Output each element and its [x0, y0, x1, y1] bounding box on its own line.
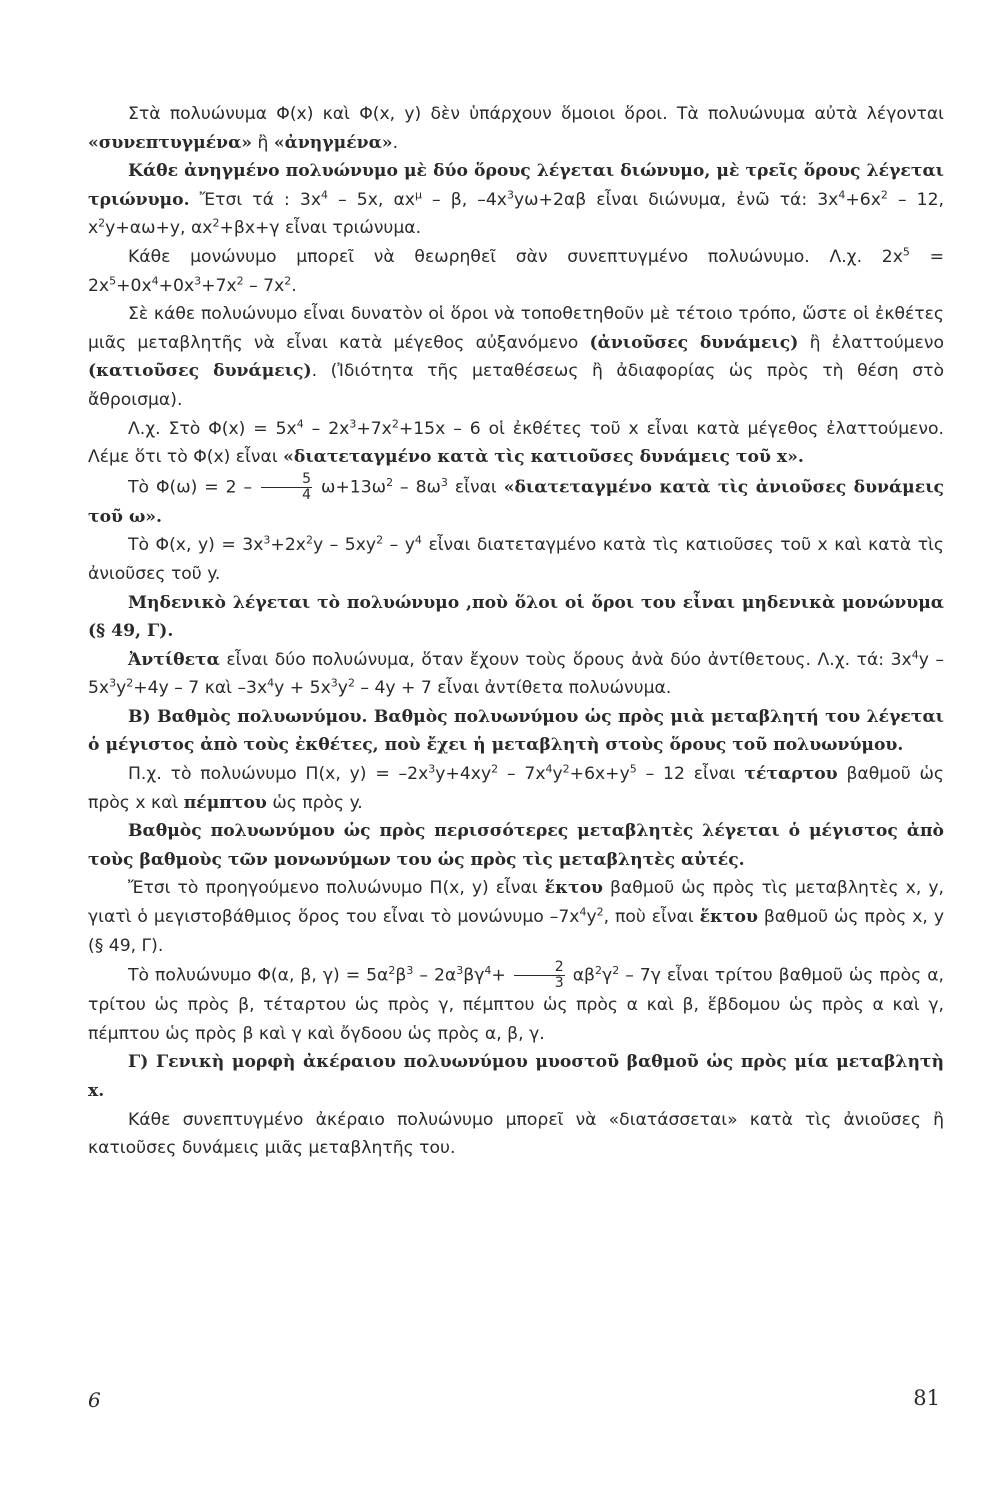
exponent: 3: [330, 676, 338, 690]
text-run: +: [491, 965, 512, 986]
bold-text: Γ) Γενικὴ μορφὴ ἀκέραιου πολυωνύμου μυοστοῦ βαθμοῦ ὡς πρὸς μία μεταβλητὴ x.: [88, 1052, 944, 1101]
paragraph-p10: [88, 703, 944, 760]
text-run: +2x: [270, 535, 306, 556]
bold-text: Β) Βαθμὸς πολυωνύμου. Βαθμὸς πολυωνύμου ὡς πρὸς μιὰ μεταβλητή του λέγεται ὁ μέγιστος ἀπὸ τοὺς ἐκθέτες, ποὺ ἔχει ἡ μεταβλητὴ στοὺς ὅρους τοῦ πολυωνύμου.: [88, 706, 944, 756]
bold-text: Μηδενικὸ λέγεται τὸ πολυώνυμο ,ποὺ ὅλοι οἱ ὅροι του εἶναι μηδενικὰ μονώνυμα (§ 49, Γ).: [88, 592, 944, 642]
text-run: – 2x: [303, 418, 350, 439]
exponent: 2: [595, 964, 603, 978]
page-number: 81: [913, 1386, 940, 1410]
text-run: – 7γ εἶναι τρίτου βαθμοῦ ὡς πρὸς α, τρίτου ὡς πρὸς β, τέταρτου ὡς πρὸς γ, πέμπτου ὡς πρὸς α καὶ β, ἕβδομου ὡς πρὸς α καὶ γ, πέμπτου ὡς πρὸς β καὶ γ καὶ ὄγδοου ὡς πρὸς α, β, γ.: [88, 965, 944, 1044]
exponent: 3: [506, 188, 514, 202]
bold-text: «συνεπτυγμένα»: [88, 132, 253, 153]
text-run: +βx+γ εἶναι τριώνυμα.: [219, 218, 422, 239]
paragraph-p14: [88, 960, 944, 1048]
text-run: y: [552, 764, 563, 785]
text-run: – 2α: [413, 965, 457, 986]
paragraph-p4: [88, 300, 944, 414]
paragraph-p13: [88, 874, 944, 960]
text-run: yω+2αβ εἶναι διώνυμα, ἐνῶ τά: 3x: [513, 189, 839, 210]
exponent: 2: [236, 273, 244, 287]
text-run: – 12, x: [88, 189, 944, 239]
exponent: 3: [428, 762, 436, 776]
bold-text: «διατεταγμένο κατὰ τὶς κατιοῦσες δυνάμεις τοῦ x».: [283, 447, 804, 468]
text-run: .: [392, 132, 399, 153]
exponent: 3: [406, 964, 414, 978]
paragraph-p3: [88, 243, 944, 300]
exponent: 5: [629, 762, 637, 776]
exponent: 3: [349, 416, 357, 430]
paragraph-p5: [88, 415, 944, 472]
text-run: – 7x: [498, 764, 546, 785]
exponent: 5: [902, 245, 910, 259]
signature-mark: 6: [88, 1388, 101, 1412]
paragraph-p6: [88, 472, 944, 532]
text-run: – y: [383, 535, 415, 556]
fraction-numerator: 2: [514, 960, 565, 976]
bold-text: «ἀνηγμένα»: [273, 132, 393, 153]
text-run: βγ: [463, 965, 485, 986]
text-run: εἶναι: [447, 477, 504, 498]
exponent: 3: [456, 964, 464, 978]
text-run: Π.χ. τὸ πολυώνυμο Π(x, y) = –2x: [128, 764, 429, 785]
bold-text: πέμπτου: [183, 792, 267, 813]
text-run: εἶναι δύο πολυώνυμα, ὅταν ἔχουν τοὺς ὅρους ἀνὰ δύο ἀντίθετους. Λ.χ. τά: 3x: [219, 649, 912, 670]
exponent: 4: [321, 188, 329, 202]
paragraph-p9: [88, 646, 944, 703]
text-run: +4y – 7 καὶ –3x: [133, 678, 268, 699]
bold-text: Ἀντίθετα: [128, 649, 220, 670]
exponent: 2: [376, 533, 384, 547]
text-run: +7x: [356, 418, 392, 439]
text-run: β: [395, 965, 407, 986]
paragraph-p11: [88, 760, 944, 817]
fraction-denominator: 3: [554, 975, 564, 992]
exponent: 2: [212, 216, 220, 230]
exponent: 2: [98, 216, 106, 230]
fraction-denominator: 4: [302, 486, 312, 503]
text-run: y – 5xy: [312, 535, 377, 556]
exponent: 4: [484, 964, 492, 978]
paragraph-p16: [88, 1106, 944, 1163]
paragraph-p15: [88, 1048, 944, 1105]
text-run: = 2x: [88, 246, 944, 296]
text-run: +7x: [201, 275, 237, 296]
exponent: 4: [579, 905, 587, 919]
exponent: 4: [838, 188, 846, 202]
exponent: 4: [911, 648, 919, 662]
bold-text: Βαθμὸς πολυωνύμου ὡς πρὸς περισσότερες μεταβλητὲς λέγεται ὁ μέγιστος ἀπὸ τοὺς βαθμοὺς τῶν μονωνύμων του ὡς πρὸς τὶς μεταβλητὲς αὐτές.: [88, 821, 944, 870]
exponent: 2: [562, 762, 570, 776]
exponent: 2: [391, 416, 399, 430]
fraction-numerator: 5: [261, 472, 312, 488]
text-run: Ἔτσι τά : 3x: [189, 189, 322, 210]
paragraph-p12: [88, 817, 944, 874]
text-run: y – 5x: [88, 649, 944, 699]
exponent: 5: [109, 273, 117, 287]
paragraph-p7: [88, 531, 944, 588]
text-run: y: [586, 907, 597, 928]
text-run: γ: [602, 965, 613, 986]
bold-text: «διατεταγμένο κατὰ τὶς ἀνιοῦσες δυνάμεις τοῦ ω».: [88, 477, 944, 527]
text-run: – 8ω: [393, 477, 441, 498]
bold-text: ἕκτου: [544, 878, 603, 899]
text-run: +0x: [158, 275, 195, 296]
exponent: 2: [126, 676, 134, 690]
text-run: – 7x: [243, 275, 285, 296]
text-run: Στὰ πολυώνυμα Φ(x) καὶ Φ(x, y) δὲν ὑπάρχουν ὅμοιοι ὅροι. Τὰ πολυώνυμα αὐτὰ λέγονται: [128, 104, 944, 124]
text-run: – 12 εἶναι: [636, 764, 745, 785]
exponent: 4: [296, 416, 304, 430]
paragraph-p2: [88, 157, 944, 243]
exponent: μ: [414, 188, 422, 202]
bold-text: Κάθε ἀνηγμένο πολυώνυμο μὲ δύο ὅρους λέγεται διώνυμο, μὲ τρεῖς ὅρους λέγεται τριώνυμο.: [88, 161, 944, 210]
text-run: .: [291, 275, 297, 296]
text-run: βαθμοῦ ὡς πρὸς x, y (§ 49, Γ).: [88, 907, 944, 956]
text-run: βαθμοῦ ὡς πρὸς x καὶ: [88, 764, 944, 813]
bold-text: ἕκτου: [699, 907, 758, 928]
text-run: – 4y + 7 εἶναι ἀντίθετα πολυώνυμα.: [354, 678, 672, 699]
bold-text: τέταρτου: [744, 764, 838, 785]
text-run: βαθμοῦ ὡς πρὸς τὶς μεταβλητὲς x, y, γιατὶ ὁ μεγιστοβάθμιος ὅρος του εἶναι τὸ μονώνυμο –7x: [88, 878, 944, 928]
exponent: 4: [414, 533, 422, 547]
text-run: Σὲ κάθε πολυώνυμο εἶναι δυνατὸν οἱ ὅροι νὰ τοποθετηθοῦν μὲ τέτοιο τρόπο, ὥστε οἱ ἐκθέτες μιᾶς μεταβλητῆς νὰ εἶναι κατὰ μέγεθος αὐξανόμενο: [88, 304, 944, 353]
text-run: – 5x, αx: [328, 189, 415, 210]
exponent: 3: [194, 273, 202, 287]
exponent: 2: [305, 533, 313, 547]
text-run: y + 5x: [274, 678, 331, 699]
exponent: 4: [151, 273, 159, 287]
text-run: αβ: [566, 965, 596, 986]
paragraph-p8: [88, 589, 944, 646]
text-run: +6x: [845, 189, 881, 210]
text-run: ὡς πρὸς y.: [266, 792, 363, 813]
text-run: – β, –4x: [421, 189, 507, 210]
exponent: 4: [267, 676, 275, 690]
paragraph-p1: [88, 100, 944, 157]
exponent: 2: [386, 475, 394, 489]
text-run: y: [337, 678, 348, 699]
text-run: . (Ἰδιότητα τῆς μεταθέσεως ἢ ἀδιαφορίας ὡς πρὸς τὴ θέση στὸ ἄθροισμα).: [88, 361, 944, 410]
text-run: ἢ ἐλαττούμενο: [798, 332, 944, 353]
text-run: ω+13ω: [314, 477, 387, 498]
exponent: 2: [491, 762, 499, 776]
fraction: [514, 960, 565, 991]
text-run: y: [116, 678, 127, 699]
exponent: 2: [388, 964, 396, 978]
text-run: Κάθε μονώνυμο μπορεῖ νὰ θεωρηθεῖ σὰν συνεπτυγμένο πολυώνυμο. Λ.χ. 2x: [128, 246, 903, 267]
text-run: Τὸ Φ(ω) = 2 –: [128, 477, 260, 498]
exponent: 2: [612, 964, 620, 978]
exponent: 3: [263, 533, 271, 547]
text-run: +15x – 6 οἱ ἐκθέτες τοῦ x εἶναι κατὰ μέγεθος ἐλαττούμενο. Λέμε ὅτι τὸ Φ(x) εἶναι: [88, 418, 945, 468]
text-run: y+αω+y, αx: [105, 218, 213, 239]
text-run: +0x: [116, 275, 152, 296]
fraction: [261, 472, 312, 503]
exponent: 3: [109, 676, 117, 690]
exponent: 4: [545, 762, 553, 776]
text-run: +6x+y: [569, 764, 630, 785]
exponent: 2: [596, 905, 604, 919]
exponent: 2: [284, 273, 292, 287]
exponent: 2: [347, 676, 355, 690]
text-run: Τὸ πολυώνυμο Φ(α, β, γ) = 5α: [128, 965, 389, 986]
text-run: Ἔτσι τὸ προηγούμενο πολυώνυμο Π(x, y) εἶναι: [128, 878, 545, 899]
text-run: y+4xy: [435, 764, 492, 785]
text-run: Τὸ Φ(x, y) = 3x: [128, 535, 264, 556]
text-run: Λ.χ. Στὸ Φ(x) = 5x: [128, 418, 297, 439]
text-run: ἢ: [252, 132, 274, 153]
bold-text: (κατιοῦσες δυνάμεις): [88, 361, 312, 382]
text-run: , ποὺ εἶναι: [603, 907, 700, 928]
exponent: 3: [440, 475, 448, 489]
text-run: Κάθε συνεπτυγμένο ἀκέραιο πολυώνυμο μπορεῖ νὰ «διατάσσεται» κατὰ τὶς ἀνιοῦσες ἢ κατιοῦσες δυνάμεις μιᾶς μεταβλητῆς του.: [88, 1109, 944, 1159]
page-body: [88, 100, 944, 1420]
bold-text: (ἀνιοῦσες δυνάμεις): [589, 332, 799, 353]
exponent: 2: [880, 188, 888, 202]
text-run: εἶναι διατεταγμένο κατὰ τὶς κατιοῦσες τοῦ x καὶ κατὰ τὶς ἀνιοῦσες τοῦ y.: [88, 535, 944, 584]
